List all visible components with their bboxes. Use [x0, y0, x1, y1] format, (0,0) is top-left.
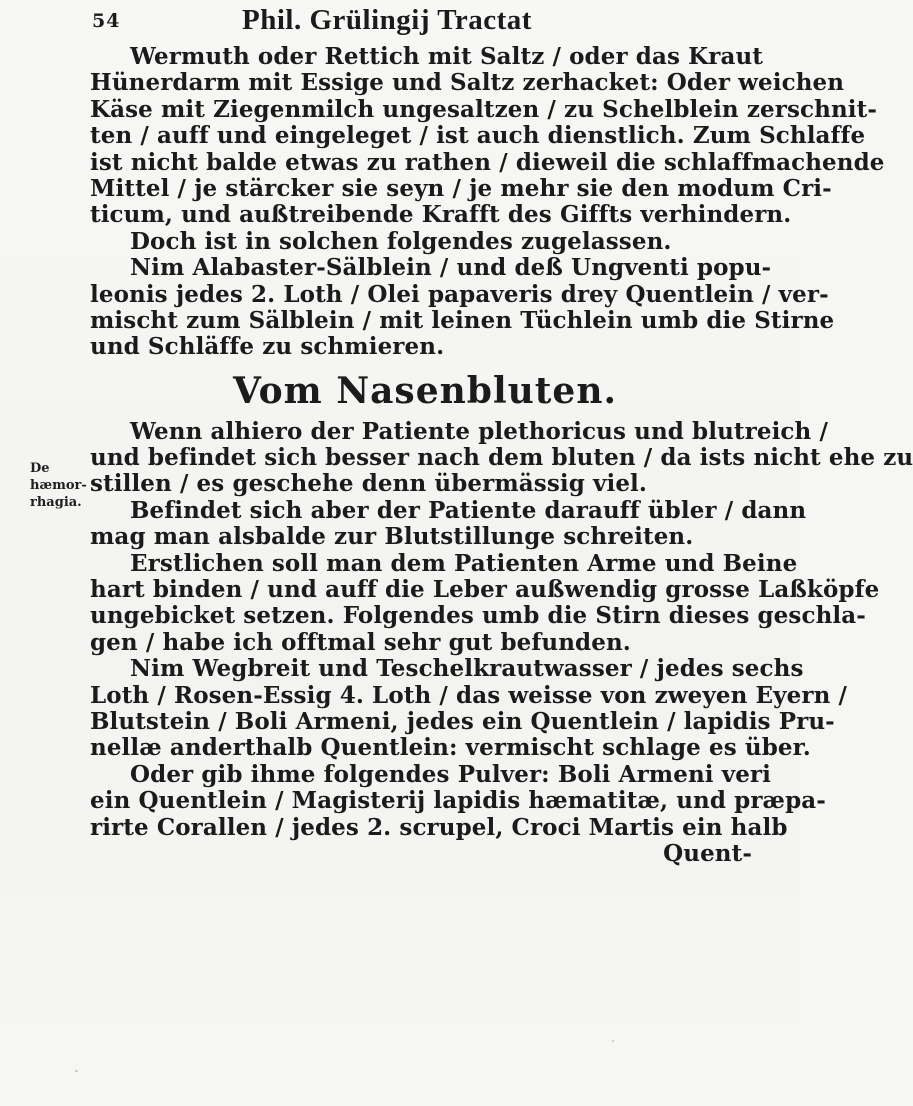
text-line: ungebicket setzen. Folgendes umb die Stirn dieses geschla- — [90, 602, 866, 630]
text-block — [90, 43, 913, 867]
text-line: gen / habe ich offtmal sehr gut befunden. — [90, 628, 631, 656]
catchword: Quent- — [663, 839, 752, 867]
margin-note-line: rhagia. — [30, 495, 82, 510]
text-line: Nim Wegbreit und Teschelkrautwasser / jedes sechs — [130, 655, 804, 683]
text-line: Befindet sich aber der Patiente darauff übler / dann — [130, 496, 807, 524]
text-line: mag man alsbalde zur Blutstillunge schreiten. — [90, 523, 694, 551]
text-line: ein Quentlein / Magisterij lapidis hæmatitæ, und præpa- — [90, 787, 826, 815]
text-line: ten / auff und eingeleget / ist auch dienstlich. Zum Schlaffe — [90, 122, 866, 150]
text-line: Doch ist in solchen folgendes zugelassen. — [130, 227, 672, 255]
text-line: nellæ anderthalb Quentlein: vermischt schlage es über. — [90, 734, 811, 762]
page-header — [92, 4, 752, 38]
text-line: Loth / Rosen-Essig 4. Loth / das weisse von zweyen Eyern / — [90, 681, 848, 709]
text-line: Blutstein / Boli Armeni, jedes ein Quentlein / lapidis Pru- — [90, 707, 835, 735]
paper-speck — [140, 690, 143, 693]
text-line: Nim Alabaster-Sälblein / und deß Ungventi popu- — [130, 254, 772, 282]
text-line: mischt zum Sälblein / mit leinen Tüchlein umb die Stirne — [90, 306, 835, 334]
text-line: Hünerdarm mit Essige und Saltz zerhacket: Oder weichen — [90, 69, 845, 97]
text-line: ticum, und außtreibende Krafft des Giffts verhindern. — [90, 201, 792, 229]
margin-note — [30, 460, 94, 511]
text-line: Wenn alhiero der Patiente plethoricus und blutreich / — [130, 417, 828, 445]
text-line: Oder gib ihme folgendes Pulver: Boli Armeni veri — [130, 760, 771, 788]
text-line: und Schläffe zu schmieren. — [90, 333, 445, 361]
text-line: ist nicht balde etwas zu rathen / dieweil die schlaffmachende — [90, 148, 885, 176]
text-line: Käse mit Ziegenmilch ungesaltzen / zu Schelblein zerschnit- — [90, 95, 877, 123]
text-line: hart binden / und auff die Leber außwendig grosse Laßköpfe — [90, 576, 880, 604]
paper-speck — [612, 1040, 614, 1042]
text-line: Wermuth oder Rettich mit Saltz / oder das Kraut — [130, 43, 763, 70]
margin-note-line: De hæmor- — [30, 461, 87, 493]
text-line: leonis jedes 2. Loth / Olei papaveris drey Quentlein / ver- — [90, 280, 829, 308]
text-line: stillen / es geschehe denn übermässig viel. — [90, 470, 647, 498]
text-line: und befindet sich besser nach dem bluten / da ists nicht ehe zu — [90, 444, 913, 472]
paper-speck — [75, 1070, 78, 1072]
text-line: Erstlichen soll man dem Patienten Arme und Beine — [130, 549, 798, 577]
page-number: 54 — [92, 10, 121, 32]
text-line: rirte Corallen / jedes 2. scrupel, Croci Martis ein halb — [90, 813, 788, 841]
section-title: Vom Nasenbluten. — [232, 369, 618, 412]
running-head: Phil. Grülingij Tractat — [242, 4, 532, 36]
text-line: Mittel / je stärcker sie seyn / je mehr sie den modum Cri- — [90, 174, 832, 202]
